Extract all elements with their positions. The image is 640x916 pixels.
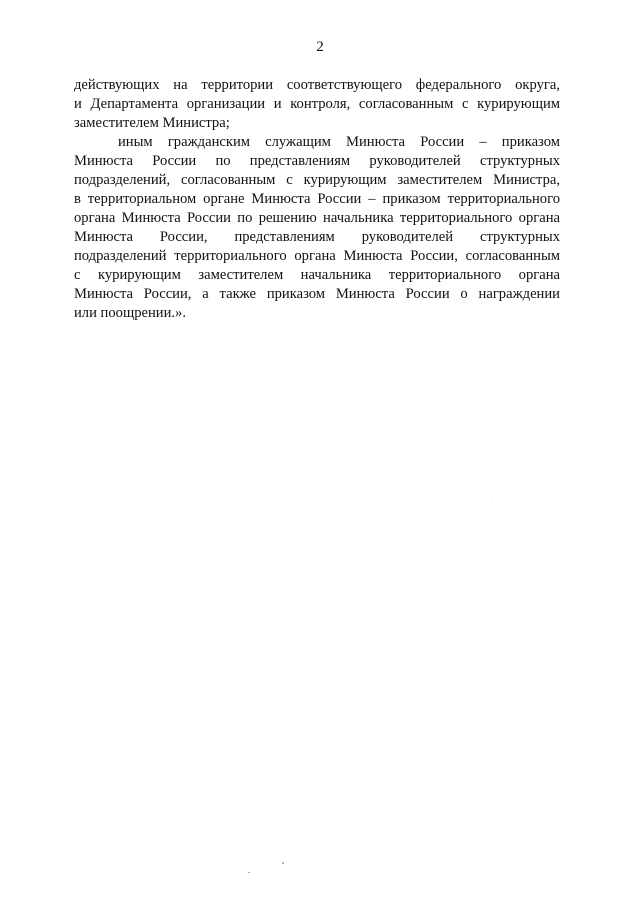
text-line-5: Минюста России по представлениям руководителей структурных: [74, 153, 560, 169]
text-line-4: иным гражданским служащим Минюста России – приказом: [118, 134, 560, 150]
text-line-1: действующих на территории соответствующего федерального округа,: [74, 77, 560, 93]
scan-speck: [248, 872, 250, 873]
text-line-9: Минюста России, представлениям руководителей структурных: [74, 229, 560, 245]
scan-speck: [282, 862, 284, 864]
page-number: 2: [316, 39, 324, 55]
text-line-2: и Департамента организации и контроля, согласованным с курирующим: [74, 96, 560, 112]
text-line-10: подразделений территориального органа Минюста России, согласованным: [74, 248, 560, 264]
text-line-7: в территориальном органе Минюста России – приказом территориального: [74, 191, 560, 207]
scan-speck: [492, 498, 493, 499]
text-line-6: подразделений, согласованным с курирующим заместителем Министра,: [74, 172, 560, 188]
text-line-3: заместителем Министра;: [74, 115, 230, 131]
scan-speck: [22, 465, 23, 466]
text-line-11: с курирующим заместителем начальника территориального органа: [74, 267, 560, 283]
text-line-8: органа Минюста России по решению начальника территориального органа: [74, 210, 560, 226]
text-line-12: Минюста России, а также приказом Минюста России о награждении: [74, 286, 560, 302]
text-line-13: или поощрении.».: [74, 305, 186, 321]
